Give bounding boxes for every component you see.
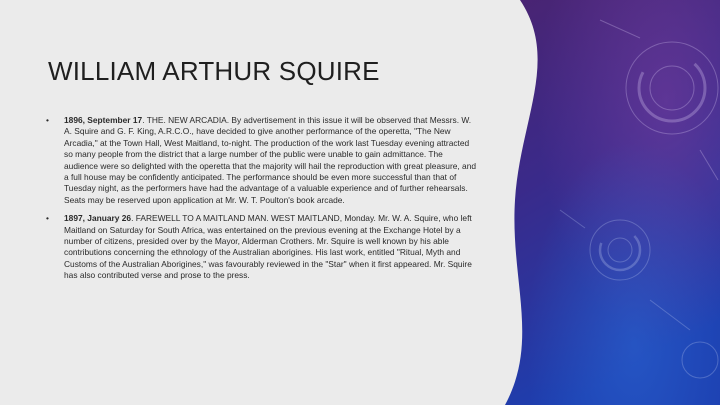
panel-glow-lower [505, 0, 720, 405]
bullet-list [46, 115, 476, 289]
entry-date: 1897, January 26 [64, 213, 132, 224]
bullet-marker: • [46, 115, 49, 125]
list-item [46, 115, 476, 206]
bullet-marker: • [46, 213, 49, 224]
list-item [46, 213, 476, 281]
entry-date: 1896, September 17 [64, 115, 143, 125]
entry-text: . FAREWELL TO A MAITLAND MAN. WEST MAITLAND, Monday. Mr. W. A. Squire, who left Maitland on Saturday for South Africa, was entertained on the previous evening at the Exchange Hotel by a number of citizens, presided over by the Mayor, Alderman Crothers. Mr. Squire is well known by his able contributions concerning the ethnology of the Australian aborigines. His last work, entitled "Ritual, Myth and Customs of the Australian Aborigines," was favourably reviewed in the "Star" when it first appeared. Mr. Squire has also contributed verse and prose to the press. [64, 213, 472, 281]
entry-text: . THE. NEW ARCADIA. By advertisement in this issue it will be observed that Messrs. W. A. Squire and G. F. King, A.R.C.O., have decided to give another performance of the operetta, "The New Arcadia," at the Town Hall, West Maitland, to-night. The production of the work last Tuesday evening attracted so many people from the district that a large number of the public were unable to gain admittance. The audience were so delighted with the operetta that the majority will hail the reproduction with great pleasure, and a full house may be confidently anticipated. The performance should be even more successful than that of Tuesday night, as the performers have had the advantage of a valuable experience and of further rehearsals. Seats may be reserved upon application at Mr. W. T. Poulton's book arcade. [64, 115, 477, 205]
slide-title: WILLIAM ARTHUR SQUIRE [48, 56, 380, 86]
